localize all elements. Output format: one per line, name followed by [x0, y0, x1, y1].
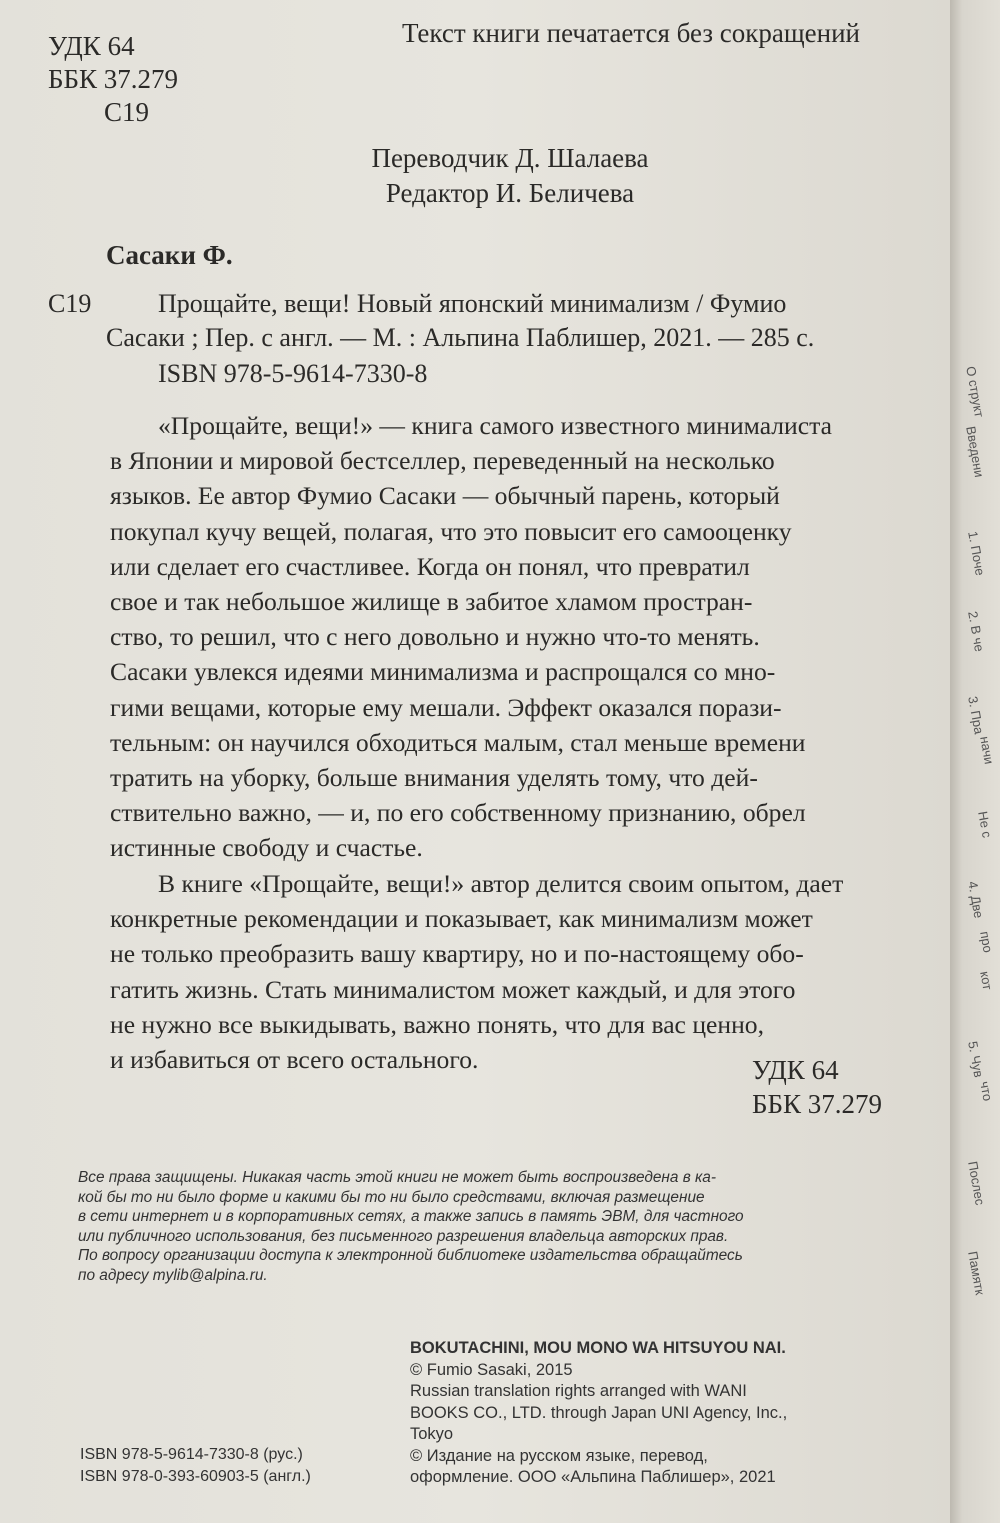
toc-fragment: про [977, 930, 996, 954]
original-edition-info [410, 1338, 787, 1489]
translation-rights-line: BOOKS CO., LTD. through Japan UNI Agency, Inc., [410, 1403, 788, 1422]
text-line: В книге «Прощайте, вещи!» автор делится своим опытом, дает [158, 869, 844, 898]
notice-line: по адресу mylib@alpina.ru. [78, 1266, 268, 1284]
annotation-paragraph-1 [110, 408, 910, 866]
bbk-code-bottom: ББК 37.279 [752, 1089, 883, 1119]
text-line: ствительно важно, — и, по его собственному признанию, обрел [110, 798, 806, 828]
notice-line: кой бы то ни было форме и какими бы то ни было средствами, включая размещение [78, 1188, 705, 1206]
notice-line: в сети интернет и в корпоративных сетях, а также запись в память ЭВМ, для частного [78, 1208, 744, 1226]
isbn-russian: ISBN 978-5-9614-7330-8 (рус.) [80, 1446, 303, 1463]
udk-code-bottom: УДК 64 [752, 1055, 839, 1085]
text-line: не только преобразить вашу квартиру, но и по-настоящему обо- [110, 939, 804, 969]
editor-credit: Редактор И. Беличева [385, 178, 635, 208]
toc-fragment: кот [977, 970, 996, 992]
copyright-notice [78, 1168, 890, 1286]
text-line: тратить на уборку, больше внимания уделять тому, что дей- [110, 763, 758, 793]
isbn-english: ISBN 978-0-393-60903-5 (англ.) [80, 1468, 311, 1485]
toc-fragment: Не с [975, 810, 995, 839]
toc-fragment: 3. Пра [965, 695, 987, 736]
text-line: в Японии и мировой бестселлер, переведенный на несколько [110, 446, 775, 476]
text-line: языков. Ее автор Фумио Сасаки — обычный парень, который [110, 481, 780, 511]
bbk-code-top: ББК 37.279 [48, 64, 179, 94]
text-line: тельным: он научился обходиться малым, стал меньше времени [110, 727, 806, 757]
notice-line: или публичного использования, без письменного разрешения владельца авторских прав. [78, 1227, 729, 1245]
toc-fragment: Введени [963, 425, 987, 479]
toc-fragment: 2. В че [965, 610, 988, 653]
toc-fragment: О структ [963, 365, 987, 419]
toc-fragment: начи [977, 735, 997, 766]
bib-line-1: Прощайте, вещи! Новый японский минимализм / Фумио [158, 289, 787, 318]
isbn-main: ISBN 978-5-9614-7330-8 [158, 359, 428, 388]
text-line: Сасаки увлекся идеями минимализма и распрощался со мно- [110, 657, 776, 687]
text-line: истинные свободу и счастье. [110, 833, 423, 863]
text-line: свое и так небольшое жилище в забитое хламом простран- [110, 587, 753, 617]
original-title: BOKUTACHINI, MOU MONO WA HITSUYOU NAI. [410, 1339, 786, 1357]
text-line: или сделает его счастливее. Когда он понял, что превратил [110, 551, 750, 581]
toc-fragment: 4. Две [965, 880, 987, 920]
author-heading: Сасаки Ф. [106, 240, 233, 270]
text-line: гими вещами, которые ему мешали. Эффект оказался порази- [110, 692, 782, 722]
notice-line: По вопросу организации доступа к электронной библиотеке издательства обращайтесь [78, 1247, 743, 1265]
translation-rights-line: Tokyo [410, 1425, 454, 1443]
text-line: ство, то решил, что с него довольно и нужно что-то менять. [110, 622, 760, 652]
udk-code-top: УДК 64 [48, 31, 135, 61]
text-line: «Прощайте, вещи!» — книга самого известного минималиста [158, 411, 832, 440]
adjacent-page-edge [950, 0, 1000, 1523]
author-mark: С19 [48, 289, 92, 318]
isbn-list [80, 1444, 311, 1488]
text-line: конкретные рекомендации и показывает, как минимализм может [110, 904, 813, 934]
unabridged-notice: Текст книги печатается без сокращений [401, 18, 860, 48]
toc-fragment: что [977, 1080, 996, 1103]
toc-fragment: Послес [965, 1160, 988, 1207]
text-line: и избавиться от всего остального. [110, 1045, 479, 1075]
edition-copyright-line: оформление. ООО «Альпина Паблишер», 2021 [410, 1468, 776, 1486]
text-line: покупал кучу вещей, полагая, что это повысит его самооценку [110, 516, 792, 546]
toc-fragment: Памятк [965, 1250, 988, 1297]
translator-credit: Переводчик Д. Шалаева [371, 143, 649, 173]
text-line: не нужно все выкидывать, важно понять, что для вас ценно, [110, 1009, 764, 1039]
toc-fragment: 1. Поче [965, 530, 988, 577]
text-line: гатить жизнь. Стать минималистом может каждый, и для этого [110, 974, 796, 1004]
translation-rights-line: Russian translation rights arranged with WANI [410, 1382, 747, 1400]
edition-copyright-line: © Издание на русском языке, перевод, [410, 1446, 708, 1465]
notice-line: Все права защищены. Никакая часть этой книги не может быть воспроизведена в ка- [78, 1169, 716, 1186]
annotation-paragraph-2 [110, 866, 910, 1077]
toc-fragment: 5. Чув [965, 1040, 987, 1079]
original-copyright: © Fumio Sasaki, 2015 [410, 1360, 573, 1379]
author-mark-top: С19 [104, 97, 150, 127]
bib-line-2: Сасаки ; Пер. с англ. — М. : Альпина Паблишер, 2021. — 285 с. [106, 323, 815, 352]
